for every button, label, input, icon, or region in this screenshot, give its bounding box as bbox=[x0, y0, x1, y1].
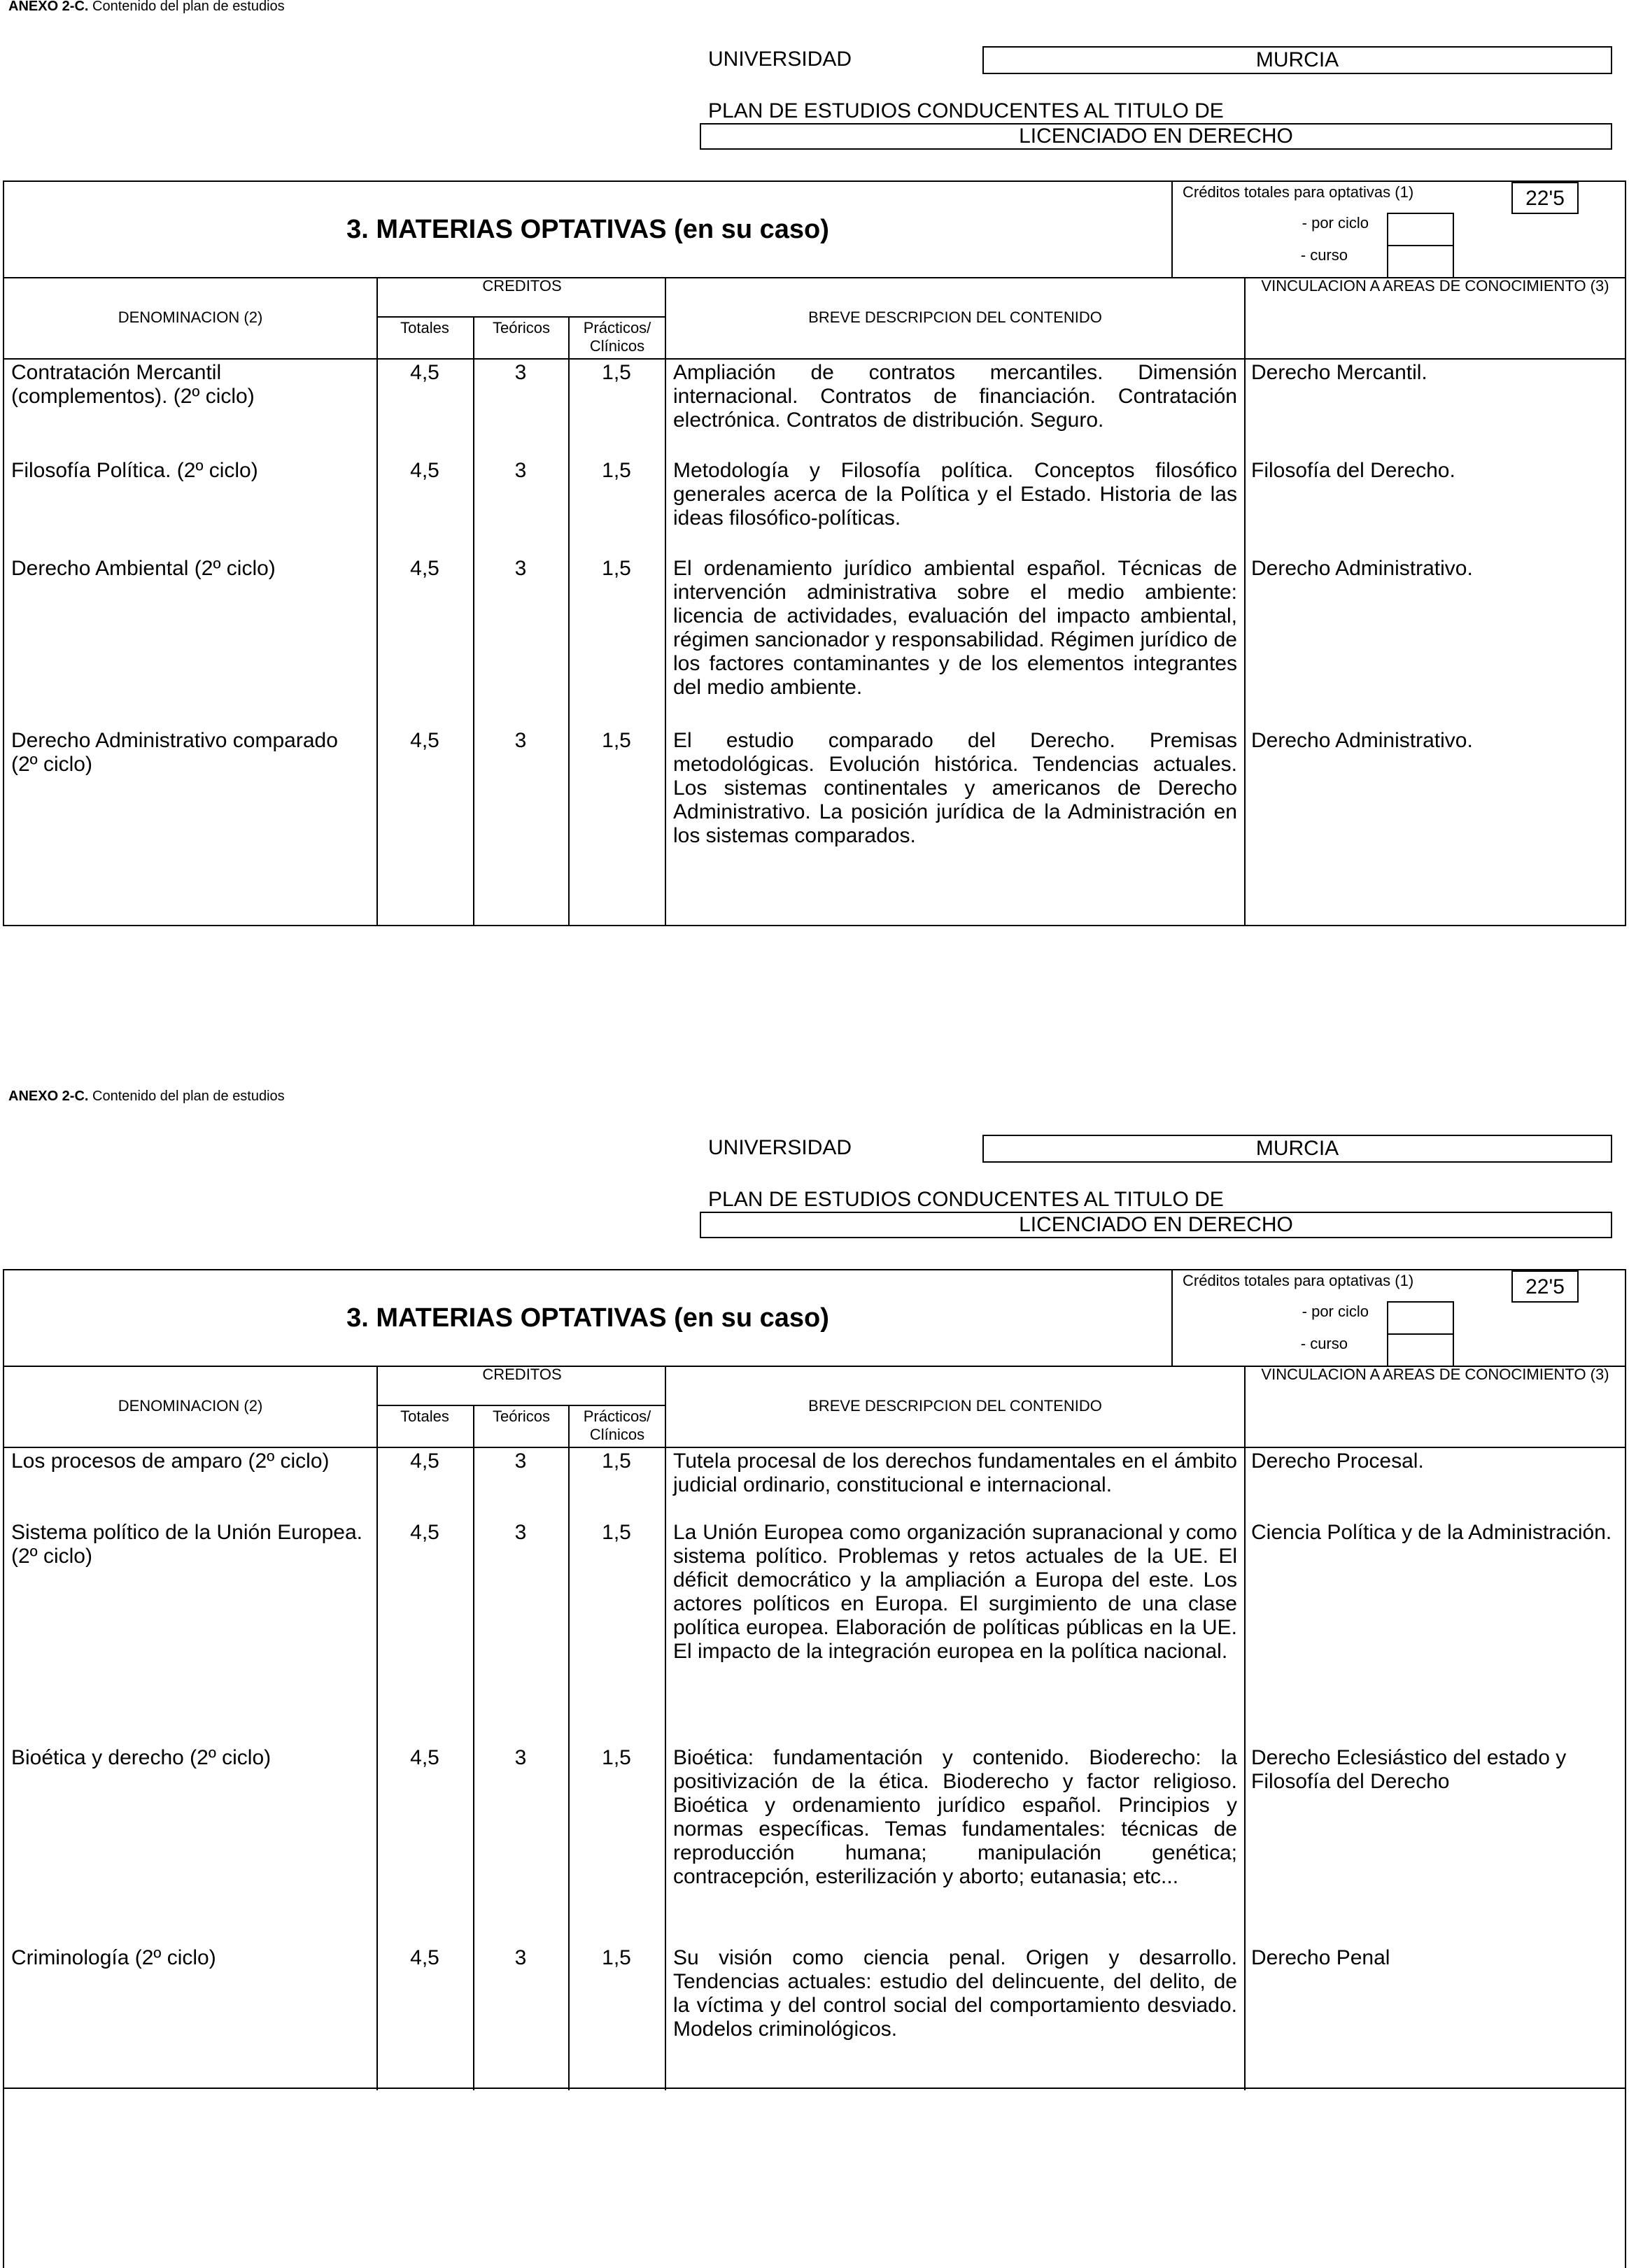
universidad-label: UNIVERSIDAD bbox=[708, 48, 852, 71]
vinculacion-header: VINCULACION A AREAS DE CONOCIMIENTO (3) bbox=[1244, 277, 1625, 358]
plan-label: PLAN DE ESTUDIOS CONDUCENTES AL TITULO DE bbox=[708, 99, 1224, 122]
row-totales: 4,5 bbox=[410, 1746, 439, 1769]
row-area: Ciencia Política y de la Administración. bbox=[1251, 1521, 1612, 1544]
descripcion-header: BREVE DESCRIPCION DEL CONTENIDO bbox=[665, 1366, 1244, 1447]
row-area: Filosofía del Derecho. bbox=[1251, 459, 1455, 482]
row-denominacion: Filosofía Política. (2º ciclo) bbox=[11, 459, 258, 482]
practicos-header: Prácticos/ Clínicos bbox=[568, 1406, 665, 1448]
vinculacion-header: VINCULACION A AREAS DE CONOCIMIENTO (3) bbox=[1244, 1366, 1625, 1447]
creditos-panel bbox=[1171, 1270, 1626, 1366]
row-totales: 4,5 bbox=[410, 1946, 439, 1969]
row-teoricos: 3 bbox=[514, 459, 527, 482]
row-practicos: 1,5 bbox=[602, 1521, 631, 1544]
plan-value: LICENCIADO EN DERECHO bbox=[700, 1212, 1612, 1238]
curso-label: - curso bbox=[1300, 1335, 1348, 1352]
row-descripcion: El ordenamiento jurídico ambiental español. Técnicas de intervención administrativa sobre el medio ambiente: licencia de actividades, evaluación del impacto ambiental, régimen sancionador y responsabilidad. Régimen jurídico de los factores contaminantes y de los elementos integrantes del medio ambiente. bbox=[673, 557, 1237, 699]
creditos-header: CREDITOS bbox=[482, 277, 562, 295]
row-denominacion: Bioética y derecho (2º ciclo) bbox=[11, 1746, 272, 1769]
col-divider bbox=[1244, 360, 1246, 925]
row-denominacion: Sistema político de la Unión Europea. (2º ciclo) bbox=[11, 1521, 362, 1568]
totales-header: Totales bbox=[400, 1408, 449, 1425]
plan-value: LICENCIADO EN DERECHO bbox=[700, 123, 1612, 150]
row-teoricos: 3 bbox=[514, 729, 527, 752]
col-divider bbox=[665, 360, 666, 925]
creditos-subheader bbox=[376, 316, 665, 360]
row-totales: 4,5 bbox=[410, 1450, 439, 1473]
row-totales: 4,5 bbox=[410, 729, 439, 752]
denominacion-header: DENOMINACION (2) bbox=[118, 309, 263, 326]
por-ciclo-label: - por ciclo bbox=[1302, 1303, 1369, 1320]
optativas-table bbox=[3, 180, 1626, 926]
row-area: Derecho Administrativo. bbox=[1251, 557, 1473, 580]
teoricos-header: Teóricos bbox=[473, 1406, 568, 1448]
row-denominacion: Derecho Administrativo comparado (2º ciclo) bbox=[11, 729, 338, 776]
row-area: Derecho Mercantil. bbox=[1251, 361, 1427, 384]
col-divider bbox=[568, 360, 570, 925]
column-header bbox=[4, 277, 1625, 360]
row-teoricos: 3 bbox=[514, 1521, 527, 1544]
row-totales: 4,5 bbox=[410, 557, 439, 580]
row-descripcion: El estudio comparado del Derecho. Premisas metodológicas. Evolución histórica. Tendencias actuales. Los sistemas continentales y americanos de Derecho Administrativo. La posición jurídica de la Administración en los sistemas comparados. bbox=[673, 729, 1237, 847]
row-descripcion: Bioética: fundamentación y contenido. Bioderecho: la positivización de la ética. Bioderecho y factor religioso. Bioética y ordenamiento jurídico español. Principios y normas específicas. Temas fundamentales: técnicas de reproducción humana; manipulación genética; contracepción, esterilización y aborto; eutanasia; etc... bbox=[673, 1746, 1237, 1888]
col-divider bbox=[1244, 1448, 1246, 2090]
row-teoricos: 3 bbox=[514, 1746, 527, 1769]
curso-box bbox=[1387, 1333, 1454, 1366]
title-bar bbox=[4, 182, 1625, 278]
por-ciclo-box bbox=[1387, 1301, 1454, 1335]
row-denominacion: Criminología (2º ciclo) bbox=[11, 1946, 216, 1969]
row-denominacion: Los procesos de amparo (2º ciclo) bbox=[11, 1450, 330, 1473]
descripcion-header: BREVE DESCRIPCION DEL CONTENIDO bbox=[665, 277, 1244, 358]
creditos-totales-value: 22'5 bbox=[1511, 182, 1579, 214]
row-area: Derecho Penal bbox=[1251, 1946, 1390, 1969]
annex-label-rest: Contenido del plan de estudios bbox=[92, 0, 285, 14]
table-body bbox=[4, 360, 1625, 925]
por-ciclo-label: - por ciclo bbox=[1302, 214, 1369, 232]
row-denominacion: Derecho Ambiental (2º ciclo) bbox=[11, 557, 276, 580]
row-teoricos: 3 bbox=[514, 1450, 527, 1473]
curso-box bbox=[1387, 245, 1454, 277]
row-descripcion: Ampliación de contratos mercantiles. Dimensión internacional. Contratos de financiación. Contratación electrónica. Contratos de distribución. Seguro. bbox=[673, 361, 1237, 432]
annex-2 bbox=[0, 1089, 1629, 2173]
creditos-panel bbox=[1171, 182, 1626, 277]
optativas-table bbox=[3, 1269, 1626, 2268]
column-header bbox=[4, 1366, 1625, 1448]
table-bottom-border bbox=[3, 2088, 1626, 2089]
row-teoricos: 3 bbox=[514, 361, 527, 384]
row-practicos: 1,5 bbox=[602, 459, 631, 482]
annex-label-rest: Contenido del plan de estudios bbox=[92, 1089, 285, 1104]
table-body bbox=[4, 1448, 1625, 2090]
row-descripcion: La Unión Europea como organización supranacional y como sistema político. Problemas y retos actuales de la UE. El déficit democrático y la ampliación a Europa del este. Los actores políticos en Europa. El surgimiento de una clase política europea. Elaboración de políticas públicas en la UE. El impacto de la integración europea en la política nacional. bbox=[673, 1521, 1237, 1663]
annex-label bbox=[8, 0, 285, 15]
title-bar bbox=[4, 1270, 1625, 1367]
row-descripcion: Su visión como ciencia penal. Origen y desarrollo. Tendencias actuales: estudio del delincuente, del delito, de la víctima y del control social del comportamiento desviado. Modelos criminológicos. bbox=[673, 1946, 1237, 2041]
annex-label-bold: ANEXO 2-C. bbox=[8, 1089, 89, 1104]
row-teoricos: 3 bbox=[514, 1946, 527, 1969]
por-ciclo-box bbox=[1387, 213, 1454, 246]
row-totales: 4,5 bbox=[410, 1521, 439, 1544]
row-practicos: 1,5 bbox=[602, 1746, 631, 1769]
row-practicos: 1,5 bbox=[602, 1450, 631, 1473]
creditos-subheader bbox=[376, 1405, 665, 1448]
creditos-header: CREDITOS bbox=[482, 1366, 562, 1383]
creditos-totales-label: Créditos totales para optativas (1) bbox=[1183, 183, 1414, 201]
plan-label: PLAN DE ESTUDIOS CONDUCENTES AL TITULO DE bbox=[708, 1188, 1224, 1211]
universidad-value: MURCIA bbox=[982, 46, 1612, 74]
row-area: Derecho Procesal. bbox=[1251, 1450, 1424, 1473]
row-totales: 4,5 bbox=[410, 361, 439, 384]
universidad-value: MURCIA bbox=[982, 1135, 1612, 1163]
denominacion-header: DENOMINACION (2) bbox=[118, 1397, 263, 1415]
annex-1 bbox=[0, 0, 1629, 1084]
row-practicos: 1,5 bbox=[602, 557, 631, 580]
creditos-totales-value: 22'5 bbox=[1511, 1270, 1579, 1303]
totales-header: Totales bbox=[400, 319, 449, 336]
row-practicos: 1,5 bbox=[602, 361, 631, 384]
row-practicos: 1,5 bbox=[602, 729, 631, 752]
col-divider bbox=[665, 1448, 666, 2090]
teoricos-header: Teóricos bbox=[473, 318, 568, 360]
universidad-label: UNIVERSIDAD bbox=[708, 1136, 852, 1159]
table-title: 3. MATERIAS OPTATIVAS (en su caso) bbox=[346, 1303, 829, 1333]
col-divider bbox=[473, 360, 474, 925]
creditos-totales-label: Créditos totales para optativas (1) bbox=[1183, 1272, 1414, 1289]
row-descripcion: Metodología y Filosofía política. Conceptos filosófico generales acerca de la Política y el Estado. Historia de las ideas filosófico-políticas. bbox=[673, 459, 1237, 530]
row-totales: 4,5 bbox=[410, 459, 439, 482]
row-practicos: 1,5 bbox=[602, 1946, 631, 1969]
row-area: Derecho Administrativo. bbox=[1251, 729, 1473, 752]
row-teoricos: 3 bbox=[514, 557, 527, 580]
row-denominacion: Contratación Mercantil (complementos). (2º ciclo) bbox=[11, 361, 255, 408]
curso-label: - curso bbox=[1300, 246, 1348, 264]
annex-label bbox=[8, 1089, 285, 1105]
practicos-header: Prácticos/ Clínicos bbox=[568, 318, 665, 360]
row-descripcion: Tutela procesal de los derechos fundamentales en el ámbito judicial ordinario, constitucional e internacional. bbox=[673, 1450, 1237, 1496]
annex-label-bold: ANEXO 2-C. bbox=[8, 0, 89, 14]
col-divider bbox=[376, 360, 378, 925]
row-area: Derecho Eclesiástico del estado y Filosofía del Derecho bbox=[1251, 1746, 1567, 1793]
table-title: 3. MATERIAS OPTATIVAS (en su caso) bbox=[346, 214, 829, 244]
